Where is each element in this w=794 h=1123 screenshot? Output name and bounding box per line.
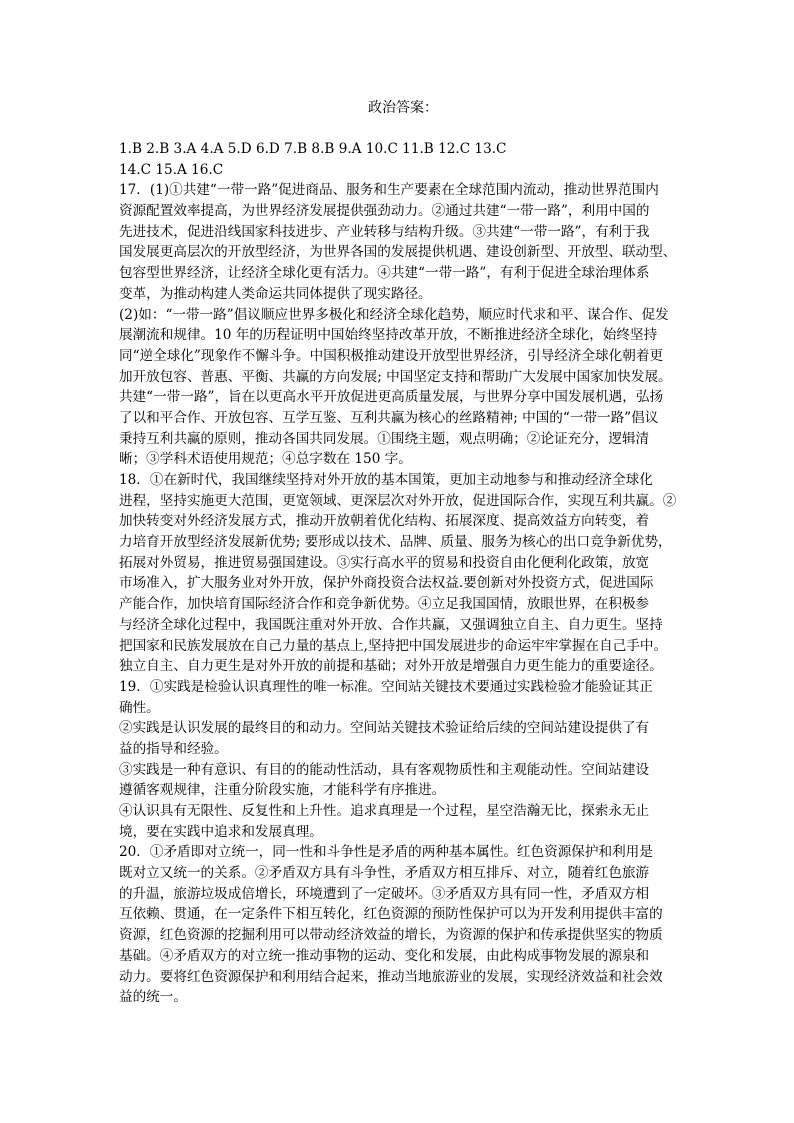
text-line: 确性。 bbox=[119, 699, 160, 716]
text-line: 加开放包容、普惠、平衡、共赢的方向发展; 中国坚定支持和帮助广大发展中国家加快发展。 bbox=[119, 368, 672, 385]
text-line: 互依赖、贯通，在一定条件下相互转化，红色资源的预防性保护可以为开发利用提供丰富的 bbox=[119, 906, 663, 923]
text-line: ④认识具有无限性、反复性和上升性。追求真理是一个过程，星空浩瀚无比，探索永无止 bbox=[119, 803, 650, 819]
text-line: 1.B 2.B 3.A 4.A 5.D 6.D 7.B 8.B 9.A 10.C 11.B 12.C 13.C bbox=[119, 141, 507, 157]
text-line: 秉持互利共赢的原则，推动各国共同发展。①围绕主题，观点明确；②论证充分，逻辑清 bbox=[119, 430, 650, 447]
text-line: 18．①在新时代，我国继续坚持对外开放的基本国策，更加主动地参与和推动经济全球化 bbox=[119, 472, 653, 488]
text-line: 动力。要将红色资源保护和利用结合起来，推动当地旅游业的发展，实现经济效益和社会效 bbox=[119, 968, 663, 985]
text-line: 独立自主、自力更生是对外开放的前提和基础；对外开放是增强自力更生能力的重要途径。 bbox=[119, 658, 663, 675]
text-line: 加快转变对外经济发展方式，推动开放朝着优化结构、拓展深度、提高效益方向转变，着 bbox=[119, 513, 650, 530]
text-line: 17．(1)①共建“一带一路”促进商品、服务和生产要素在全球范围内流动，推动世界范围内 bbox=[119, 182, 659, 199]
text-line: 包容型世界经济，让经济全球化更有活力。④共建“一带一路”，有利于促进全球治理体系 bbox=[119, 265, 650, 282]
text-line: (2)如：“一带一路”倡议顺应世界多极化和经济全球化趋势，顺应时代求和平、谋合作、促发 bbox=[119, 306, 669, 323]
page-title: 政治答案： bbox=[368, 100, 438, 116]
text-line: 的升温，旅游垃圾成倍增长，环境遭到了一定破坏。③矛盾双方具有同一性，矛盾双方相 bbox=[119, 885, 650, 902]
text-line: 与经济全球化过程中，我国既注重对外开放、合作共赢，又强调独立自主、自力更生。坚持 bbox=[119, 616, 663, 633]
text-line: 19．①实践是检验认识真理性的唯一标准。空间站关键技术要通过实践检验才能验证其正 bbox=[119, 678, 653, 695]
text-line: 基础。④矛盾双方的对立统一推动事物的运动、变化和发展，由此构成事物发展的源泉和 bbox=[119, 947, 650, 964]
text-line: 益的统一。 bbox=[119, 989, 187, 1006]
text-line: 晰；③学科术语使用规范；④总字数在 150 字。 bbox=[119, 451, 412, 468]
text-line: 先进技术，促进沿线国家科技进步、产业转移与结构升级。③共建“一带一路”，有利于我 bbox=[119, 223, 650, 240]
text-line: 进程，坚持实施更大范围，更宽领域、更深层次对外开放，促进国际合作，实现互利共赢。② bbox=[119, 492, 677, 509]
text-line: 展潮流和规律。10 年的历程证明中国始终坚持改革开放，不断推进经济全球化，始终坚持 bbox=[119, 327, 658, 344]
text-line: 境，要在实践中追求和发展真理。 bbox=[119, 823, 323, 840]
text-line: 益的指导和经验。 bbox=[119, 740, 228, 757]
text-line: ②实践是认识发展的最终目的和动力。空间站关键技术验证给后续的空间站建设提供了有 bbox=[119, 720, 650, 737]
text-line: 市场准入，扩大服务业对外开放，保护外商投资合法权益.要创新对外投资方式，促进国际 bbox=[119, 575, 654, 592]
text-line: 国发展更高层次的开放型经济，为世界各国的发展提供机遇、建设创新型、开放型、联动型、 bbox=[119, 244, 677, 261]
text-line: 20．①矛盾即对立统一，同一性和斗争性是矛盾的两种基本属性。红色资源保护和利用是 bbox=[119, 844, 653, 861]
text-line: 产能合作，加快培育国际经济合作和竞争新优势。④立足我国国情，放眼世界，在积极参 bbox=[119, 596, 650, 613]
text-line: 了以和平合作、开放包容、互学互鉴、互利共赢为核心的丝路精神; 中国的“一带一路”倡议 bbox=[119, 409, 659, 426]
text-line: ③实践是一种有意识、有目的的能动性活动，具有客观物质性和主观能动性。空间站建设 bbox=[119, 761, 650, 778]
text-line: 拓展对外贸易，推进贸易强国建设。③实行高水平的贸易和投资自由化便利化政策，放宽 bbox=[119, 554, 650, 571]
text-line: 资源，红色资源的挖掘利用可以带动经济效益的增长，为资源的保护和传承提供坚实的物质 bbox=[119, 927, 663, 944]
answer-body bbox=[119, 139, 699, 1008]
text-line: 力培育开放型经济发展新优势; 要形成以技术、品牌、质量、服务为核心的出口竞争新优势， bbox=[119, 534, 672, 551]
text-line: 14.C 15.A 16.C bbox=[119, 161, 224, 178]
text-line: 遵循客观规律，注重分阶段实施，才能科学有序推进。 bbox=[119, 782, 446, 799]
text-line: 共建“一带一路”，旨在以更高水平开放促进更高质量发展，与世界分享中国发展机遇，弘扬 bbox=[119, 389, 664, 406]
text-line: 变革，为推动构建人类命运共同体提供了现实路径。 bbox=[119, 285, 432, 302]
text-line: 资源配置效率提高，为世界经济发展提供强劲动力。②通过共建“一带一路”，利用中国的 bbox=[119, 203, 650, 220]
text-line: 同“逆全球化”现象作不懈斗争。中国积极推动建设开放型世界经济，引导经济全球化朝着更 bbox=[119, 347, 664, 364]
text-line: 把国家和民族发展放在自己力量的基点上,坚持把中国发展进步的命运牢牢掌握在自己手中。 bbox=[119, 637, 668, 654]
text-line: 既对立又统一的关系。②矛盾双方具有斗争性，矛盾双方相互排斥、对立，随着红色旅游 bbox=[119, 865, 650, 882]
